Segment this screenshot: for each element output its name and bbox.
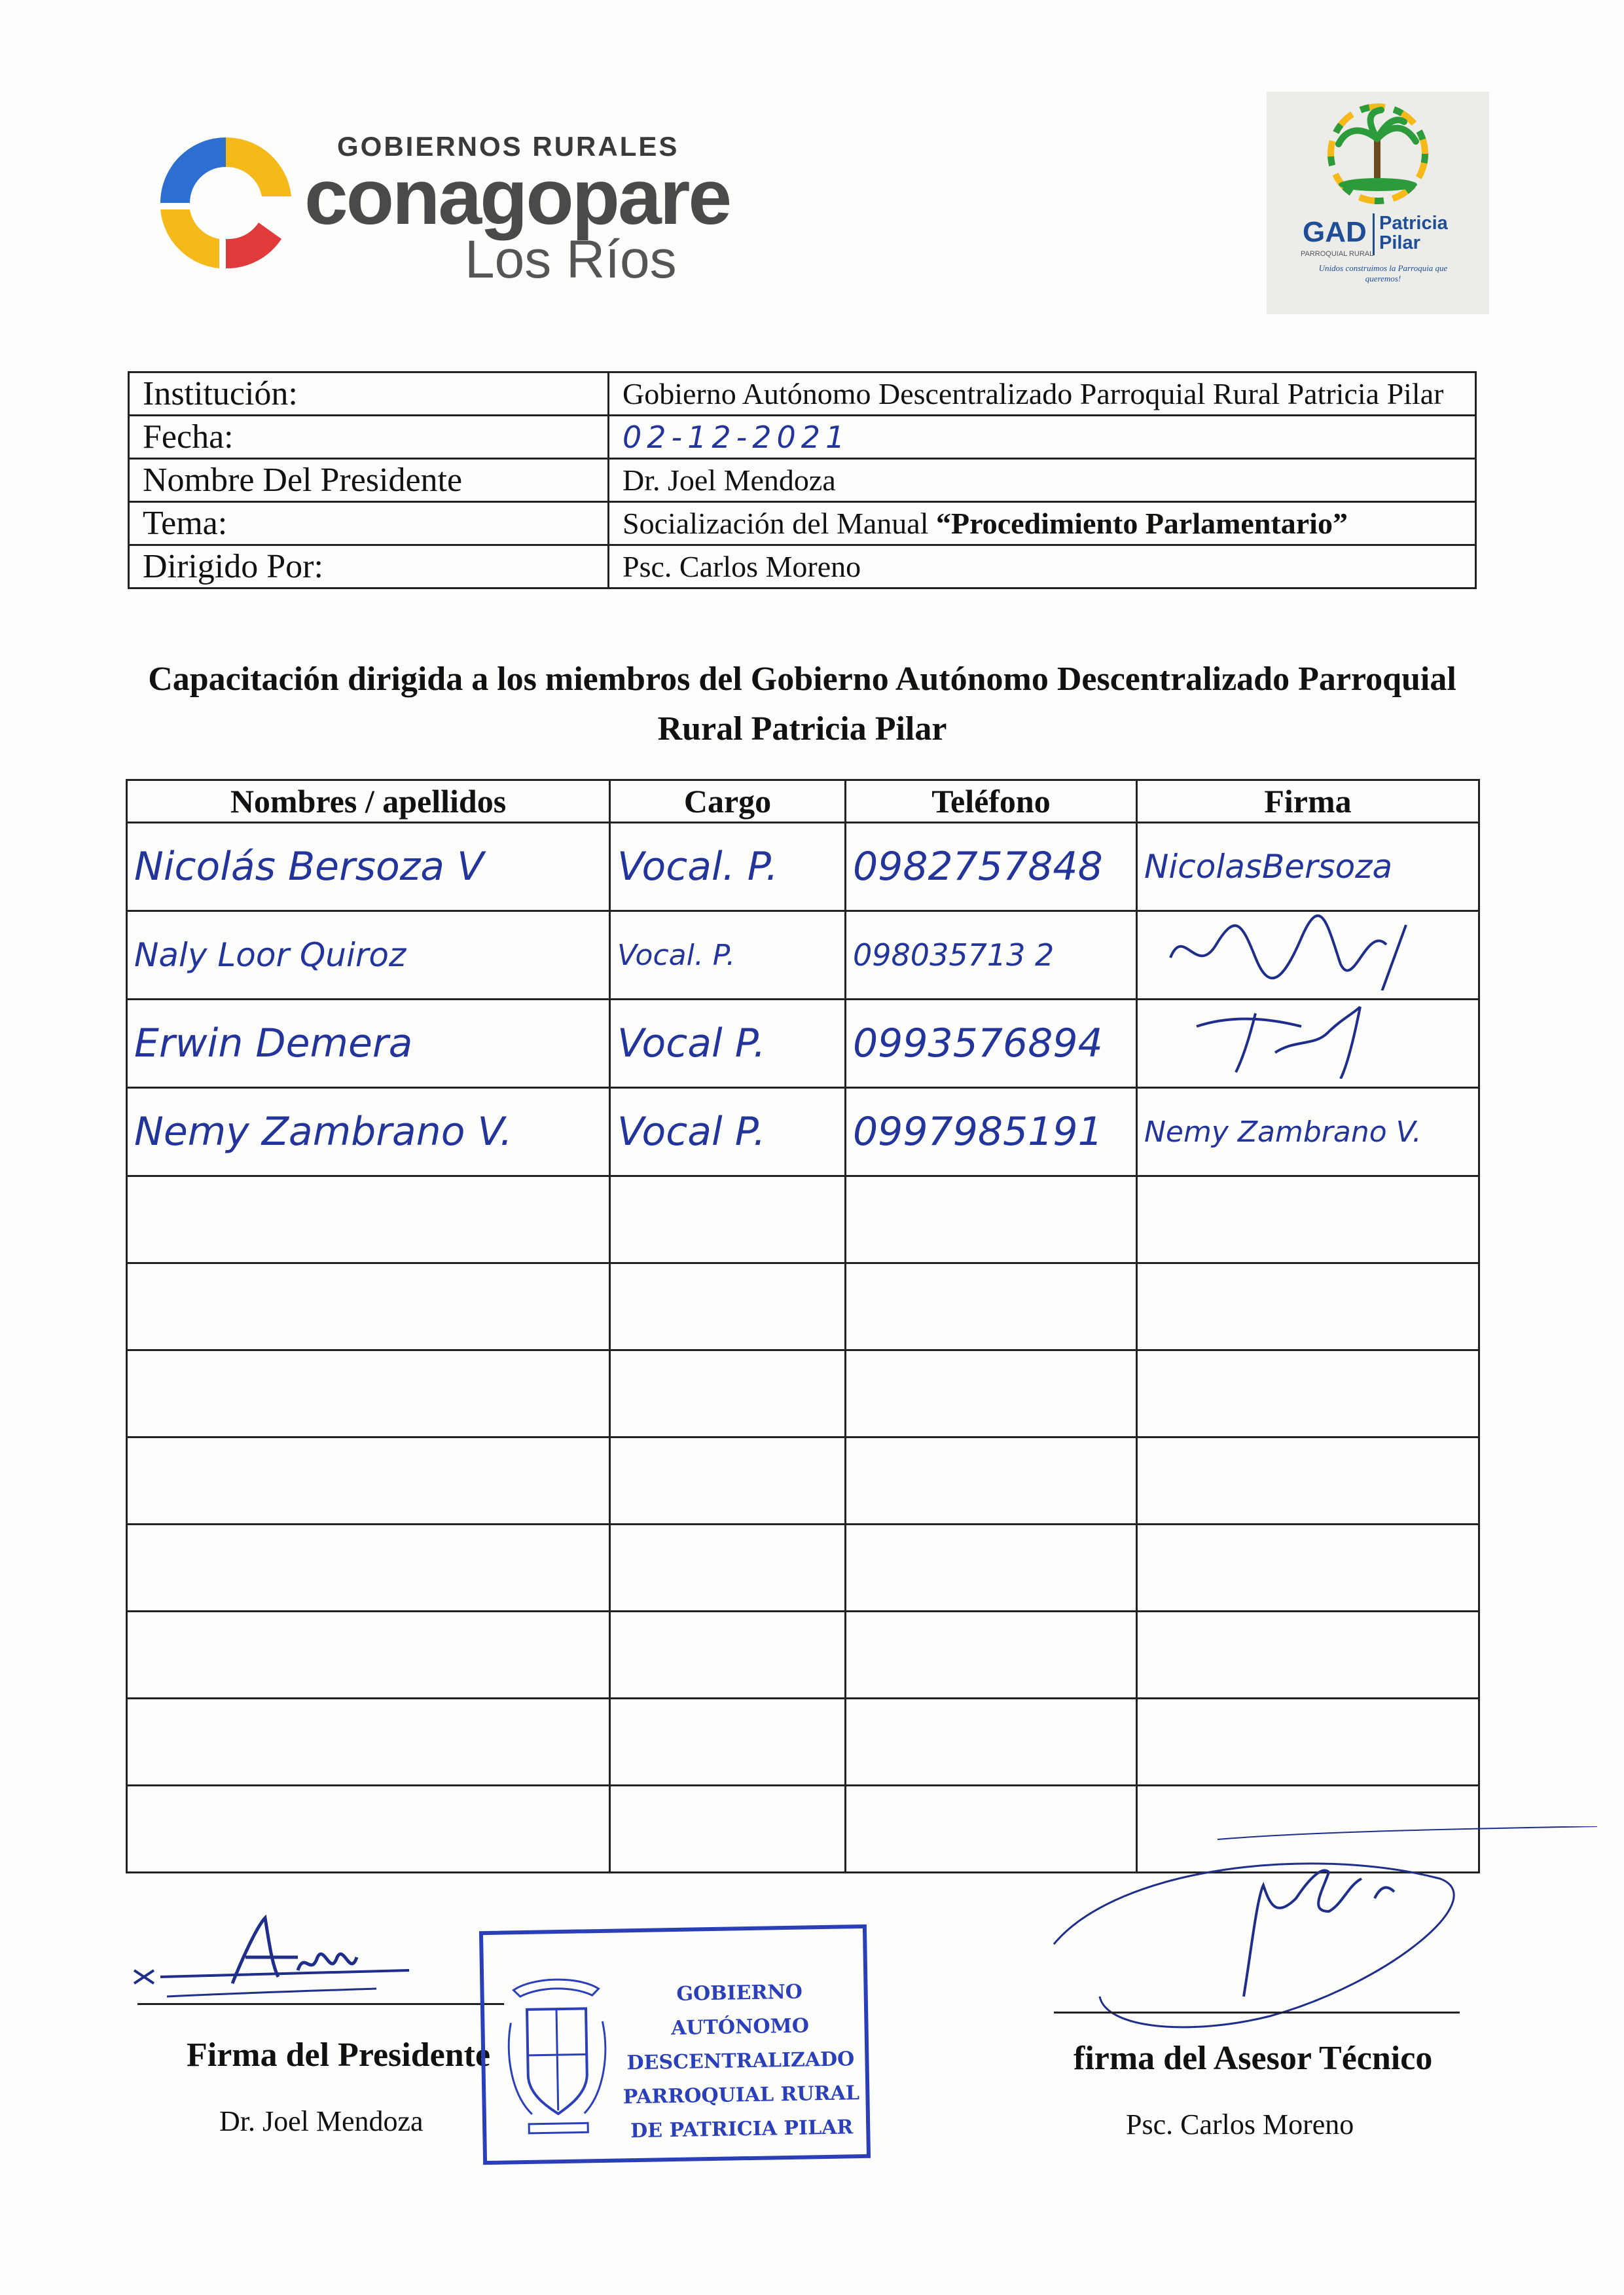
- info-label: Fecha:: [129, 416, 609, 459]
- col-header-nombres: Nombres / apellidos: [127, 780, 610, 823]
- table-row: [127, 911, 1479, 1000]
- attendee-firma: NicolasBersoza: [1137, 823, 1479, 911]
- attendee-firma: [1137, 1000, 1479, 1088]
- attendee-cargo: Vocal P.: [610, 1088, 846, 1176]
- president-signature-line: [137, 2003, 504, 2005]
- attendance-body: [127, 823, 1479, 1873]
- logo-subtitle: GOBIERNOS RURALES: [337, 131, 679, 162]
- conagopare-logo: [141, 118, 731, 295]
- empty-cell: [610, 1525, 846, 1612]
- empty-cell: [127, 1699, 610, 1786]
- empty-cell: [1137, 1612, 1479, 1699]
- attendee-firma: Nemy Zambrano V.: [1137, 1088, 1479, 1176]
- attendee-telefono: 0997985191: [846, 1088, 1137, 1176]
- empty-cell: [610, 1612, 846, 1699]
- heading-line1: Capacitación dirigida a los miembros del Gobierno Autónomo Descentralizado Parroquial: [148, 660, 1456, 698]
- table-row-empty: [127, 1612, 1479, 1699]
- empty-cell: [1137, 1176, 1479, 1263]
- empty-cell: [846, 1263, 1137, 1350]
- empty-cell: [127, 1437, 610, 1525]
- logo-brand: conagopare: [304, 153, 731, 241]
- stamp-line1: GOBIERNO AUTÓNOMO: [670, 1980, 810, 2040]
- attendee-cargo: Vocal P.: [610, 1000, 846, 1088]
- attendee-firma: [1137, 911, 1479, 1000]
- info-row-dirigido: [129, 545, 1476, 588]
- empty-cell: [846, 1350, 1137, 1437]
- empty-cell: [1137, 1263, 1479, 1350]
- attendee-cargo: Vocal. P.: [610, 911, 846, 1000]
- attendee-name: Nemy Zambrano V.: [127, 1088, 610, 1176]
- empty-cell: [127, 1350, 610, 1437]
- signature-scribble-icon: [1144, 1000, 1458, 1079]
- attendance-table: [126, 779, 1480, 1873]
- tema-prefix: Socialización del Manual: [623, 507, 937, 540]
- document-heading: [128, 655, 1477, 754]
- stamp-text: [618, 1974, 863, 2148]
- empty-cell: [610, 1176, 846, 1263]
- empty-cell: [1137, 1699, 1479, 1786]
- info-label: Dirigido Por:: [129, 545, 609, 588]
- advisor-signature-label: firma del Asesor Técnico: [1074, 2040, 1433, 2077]
- attendee-cargo: Vocal. P.: [610, 823, 846, 911]
- tema-title: “Procedimiento Parlamentario”: [936, 507, 1348, 540]
- gad-name-line2: Pilar: [1379, 232, 1420, 253]
- empty-cell: [846, 1176, 1137, 1263]
- president-signature-icon: [128, 1911, 422, 2003]
- empty-cell: [846, 1612, 1137, 1699]
- advisor-name: Psc. Carlos Moreno: [1126, 2108, 1354, 2141]
- empty-cell: [846, 1437, 1137, 1525]
- info-table: [128, 371, 1477, 589]
- attendee-name: Erwin Demera: [127, 1000, 610, 1088]
- attendee-telefono: 098035713 2: [846, 911, 1137, 1000]
- info-value: Psc. Carlos Moreno: [609, 545, 1476, 588]
- info-label: Nombre Del Presidente: [129, 459, 609, 502]
- info-label: Tema:: [129, 502, 609, 545]
- empty-cell: [1137, 1525, 1479, 1612]
- empty-cell: [127, 1525, 610, 1612]
- table-row: [127, 823, 1479, 911]
- coat-of-arms-icon: [500, 1962, 615, 2141]
- table-row: [127, 1000, 1479, 1088]
- empty-cell: [846, 1525, 1137, 1612]
- logo-divider: [1373, 213, 1375, 255]
- col-header-firma: Firma: [1137, 780, 1479, 823]
- info-row-presidente: [129, 459, 1476, 502]
- palm-tree-icon: [1267, 92, 1489, 216]
- official-stamp: [479, 1925, 871, 2165]
- empty-cell: [127, 1263, 610, 1350]
- advisor-signature-line: [1054, 2012, 1460, 2014]
- attendance-header-row: [127, 780, 1479, 823]
- table-row: [127, 1088, 1479, 1176]
- stamp-line3: PARROQUIAL RURAL: [623, 2082, 860, 2109]
- gad-acronym: GAD: [1303, 216, 1367, 248]
- gad-name-line1: Patricia: [1379, 213, 1448, 234]
- gad-small-text: PARROQUIAL RURAL: [1301, 250, 1374, 258]
- attendee-name: Nicolás Bersoza V: [127, 823, 610, 911]
- gad-motto: Unidos construimos la Parroquia que queremos!: [1318, 263, 1448, 283]
- empty-cell: [610, 1350, 846, 1437]
- president-name: Dr. Joel Mendoza: [219, 2105, 424, 2137]
- table-row-empty: [127, 1525, 1479, 1612]
- info-row-tema: [129, 502, 1476, 545]
- gad-name: [1379, 213, 1448, 253]
- info-value-handwritten: 02-12-2021: [609, 416, 1476, 459]
- attendee-telefono: 0993576894: [846, 1000, 1137, 1088]
- table-row-empty: [127, 1350, 1479, 1437]
- empty-cell: [610, 1437, 846, 1525]
- attendee-name: Naly Loor Quiroz: [127, 911, 610, 1000]
- info-value: [609, 502, 1476, 545]
- empty-cell: [1137, 1437, 1479, 1525]
- info-value: Gobierno Autónomo Descentralizado Parroquial Rural Patricia Pilar: [609, 372, 1476, 416]
- gad-patricia-pilar-logo: [1267, 92, 1489, 314]
- conagopare-ring-icon: [141, 118, 311, 288]
- empty-cell: [127, 1786, 610, 1873]
- table-row-empty: [127, 1263, 1479, 1350]
- president-signature-label: Firma del Presidente: [187, 2036, 491, 2074]
- attendee-telefono: 0982757848: [846, 823, 1137, 911]
- stamp-line4: DE PATRICIA PILAR: [630, 2116, 854, 2143]
- empty-cell: [610, 1786, 846, 1873]
- info-label: Institución:: [129, 372, 609, 416]
- table-row-empty: [127, 1437, 1479, 1525]
- signature-scribble-icon: [1144, 912, 1458, 990]
- info-value: Dr. Joel Mendoza: [609, 459, 1476, 502]
- col-header-telefono: Teléfono: [846, 780, 1137, 823]
- table-row-empty: [127, 1699, 1479, 1786]
- stamp-line2: DESCENTRALIZADO: [626, 2048, 855, 2075]
- info-row-fecha: [129, 416, 1476, 459]
- info-row-institucion: [129, 372, 1476, 416]
- empty-cell: [610, 1699, 846, 1786]
- empty-cell: [127, 1612, 610, 1699]
- col-header-cargo: Cargo: [610, 780, 846, 823]
- empty-cell: [610, 1263, 846, 1350]
- empty-cell: [846, 1699, 1137, 1786]
- heading-line2: Rural Patricia Pilar: [657, 710, 947, 748]
- empty-cell: [1137, 1350, 1479, 1437]
- empty-cell: [127, 1176, 610, 1263]
- table-row-empty: [127, 1176, 1479, 1263]
- advisor-signature-icon: [1021, 1826, 1604, 2055]
- logo-region: Los Ríos: [465, 230, 677, 289]
